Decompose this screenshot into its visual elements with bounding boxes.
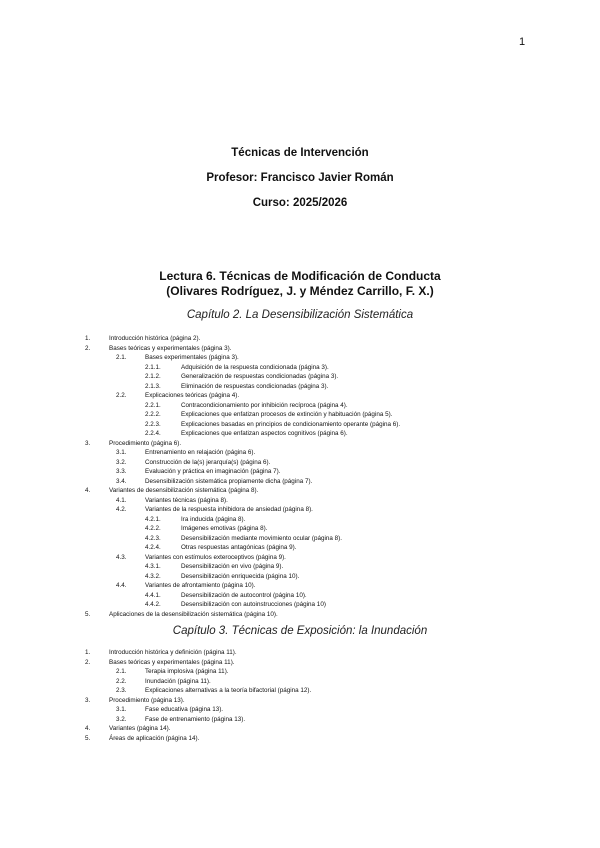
- toc-entry-text: Variantes (página 14).: [109, 725, 171, 733]
- toc-entry-number: 2.2.: [116, 677, 127, 685]
- toc-entry: [0, 429, 600, 438]
- toc-entry: [0, 553, 600, 562]
- toc-entry-number: 1.: [85, 649, 91, 656]
- toc-entry: [0, 467, 600, 476]
- toc-entry: [0, 344, 600, 353]
- toc-entry-text: Bases teóricas y experimentales (página 3).: [109, 344, 232, 352]
- toc-entry-number: 5.: [85, 734, 91, 742]
- toc-entry-text: Ira inducida (página 8).: [181, 515, 246, 523]
- toc-entry-number: 4.2.2.: [145, 525, 161, 532]
- toc-entry-text: Terapia implosiva (página 11).: [145, 668, 229, 676]
- toc-entry-number: 3.: [85, 439, 91, 447]
- toc-entry: [0, 353, 600, 362]
- toc-entry-text: Variantes de desensibilización sistemática (página 8).: [109, 487, 259, 494]
- chapter-2-title: Capítulo 2. La Desensibilización Sistemática: [186, 309, 414, 321]
- toc-entry-text: Explicaciones basadas en principios de condicionamiento operante (página 6).: [181, 420, 401, 428]
- toc-entry-text: Introducción histórica y definición (página 11).: [109, 649, 237, 656]
- toc-entry: [0, 515, 600, 524]
- toc-entry-number: 2.: [85, 344, 91, 352]
- toc-entry-number: 4.2.4.: [145, 544, 161, 551]
- toc-entry: [0, 496, 600, 505]
- toc-entry: [0, 391, 600, 400]
- toc-entry-number: 5.: [85, 610, 91, 618]
- toc-entry-number: 4.1.: [116, 496, 127, 504]
- toc-entry-number: 3.: [85, 696, 91, 704]
- toc-entry: [0, 667, 600, 676]
- toc-entry-number: 3.3.: [116, 468, 127, 475]
- toc-entry-text: Variantes técnicas (página 8).: [145, 496, 228, 504]
- toc-entry-text: Explicaciones teóricas (página 4).: [145, 392, 240, 399]
- toc-entry-text: Desensibilización de autocontrol (página 10).: [181, 591, 307, 599]
- toc-entry-text: Otras respuestas antagónicas (página 9).: [181, 544, 297, 551]
- toc-entry-number: 2.2.2.: [145, 411, 161, 418]
- toc-entry-number: 4.4.: [116, 582, 127, 589]
- toc-entry-number: 3.2.: [116, 458, 127, 466]
- toc-entry-number: 4.: [85, 725, 91, 733]
- toc-entry: [0, 448, 600, 457]
- toc-entry-number: 3.1.: [116, 449, 127, 456]
- toc-entry-number: 2.1.3.: [145, 382, 161, 390]
- toc-entry-number: 4.2.: [116, 506, 127, 513]
- toc-entry: [0, 600, 600, 609]
- toc-entry-text: Procedimiento (página 13).: [109, 696, 185, 704]
- toc-entry: [0, 486, 600, 495]
- toc-entry-number: 2.2.4.: [145, 430, 161, 437]
- toc-entry: [0, 477, 600, 486]
- toc-entry-number: 3.1.: [116, 706, 127, 714]
- toc-entry: [0, 363, 600, 372]
- toc-entry-text: Variantes de la respuesta inhibidora de ansiedad (página 8).: [145, 506, 313, 513]
- toc-entry-number: 4.: [85, 487, 91, 494]
- toc-entry-text: Bases teóricas y experimentales (página 11).: [109, 658, 235, 666]
- toc-entry-text: Áreas de aplicación (página 14).: [109, 734, 200, 742]
- toc-entry: [0, 524, 600, 533]
- toc-entry-text: Explicaciones alternativas a la teoría bifactorial (página 12).: [145, 687, 312, 695]
- toc-entry: [0, 610, 600, 619]
- toc-entry-number: 2.1.1.: [145, 363, 161, 371]
- toc-entry: [0, 372, 600, 381]
- toc-entry: [0, 658, 600, 667]
- professor-line: Profesor: Francisco Javier Román: [206, 172, 394, 184]
- page-number: 1: [519, 36, 526, 48]
- toc-entry-number: 4.4.2.: [145, 601, 161, 608]
- toc-entry-text: Construcción de la(s) jerarquía(s) (página 6).: [145, 458, 271, 466]
- toc-entry: [0, 458, 600, 467]
- toc-entry-number: 2.2.3.: [145, 420, 161, 428]
- toc-entry: [0, 401, 600, 410]
- toc-entry-text: Bases experimentales (página 3).: [145, 354, 239, 361]
- toc-entry: [0, 382, 600, 391]
- toc-entry-number: 2.: [85, 658, 91, 666]
- toc-entry-text: Desensibilización con autoinstrucciones (página 10): [181, 601, 326, 608]
- toc-entry-text: Entrenamiento en relajación (página 6).: [145, 449, 256, 456]
- toc-entry-number: 2.3.: [116, 687, 127, 695]
- lecture-title: Lectura 6. Técnicas de Modificación de Conducta: [159, 269, 441, 283]
- toc-entry-number: 2.1.: [116, 354, 127, 361]
- toc-entry-number: 4.3.2.: [145, 572, 161, 580]
- toc-entry-text: Explicaciones que enfatizan aspectos cognitivos (página 6).: [181, 430, 348, 437]
- toc-entry-text: Adquisición de la respuesta condicionada (página 3).: [181, 363, 329, 371]
- course-year: Curso: 2025/2026: [252, 197, 348, 209]
- toc-entry-number: 4.2.1.: [145, 515, 161, 523]
- toc-entry: [0, 696, 600, 705]
- toc-entry: [0, 543, 600, 552]
- toc-entry-text: Introducción histórica (página 2).: [109, 335, 201, 342]
- toc-entry-text: Procedimiento (página 6).: [109, 439, 182, 447]
- toc-entry-number: 4.3.1.: [145, 563, 161, 570]
- toc-entry: [0, 686, 600, 695]
- toc-entry: [0, 534, 600, 543]
- toc-entry-number: 3.4.: [116, 477, 127, 485]
- toc-entry: [0, 715, 600, 724]
- toc-entry-text: Inundación (página 11).: [145, 677, 211, 685]
- toc-entry-text: Evaluación y práctica en imaginación (página 7).: [145, 468, 281, 475]
- toc-entry: [0, 734, 600, 743]
- chapter-3-title: Capítulo 3. Técnicas de Exposición: la Inundación: [172, 625, 428, 637]
- toc-entry-text: Contracondicionamiento por inhibición recíproca (página 4).: [181, 401, 348, 409]
- toc-entry: [0, 705, 600, 714]
- toc-entry: [0, 334, 600, 343]
- toc-entry-number: 1.: [85, 335, 91, 342]
- toc-entry-number: 2.1.2.: [145, 373, 161, 380]
- toc-entry: [0, 420, 600, 429]
- toc-entry-text: Desensibilización sistemática propiamente dicha (página 7).: [145, 477, 313, 485]
- toc-entry-number: 2.1.: [116, 668, 127, 676]
- toc-entry-text: Desensibilización mediante movimiento ocular (página 8).: [181, 534, 343, 542]
- toc-entry-number: 2.2.: [116, 392, 127, 399]
- lecture-authors: (Olivares Rodríguez, J. y Méndez Carrillo, F. X.): [166, 284, 434, 298]
- toc-entry-text: Fase educativa (página 13).: [145, 706, 224, 714]
- toc-entry: [0, 562, 600, 571]
- toc-entry: [0, 572, 600, 581]
- toc-entry-text: Generalización de respuestas condicionadas (página 3).: [181, 373, 339, 380]
- toc-entry: [0, 677, 600, 686]
- toc-entry-text: Variantes de afrontamiento (página 10).: [145, 582, 256, 589]
- toc-entry: [0, 410, 600, 419]
- toc-entry-text: Fase de entrenamiento (página 13).: [145, 715, 246, 723]
- toc-entry: [0, 581, 600, 590]
- course-title: Técnicas de Intervención: [231, 147, 369, 159]
- toc-entry-number: 4.3.: [116, 553, 127, 561]
- toc-entry: [0, 591, 600, 600]
- toc-entry-text: Aplicaciones de la desensibilización sistemática (página 10).: [109, 610, 278, 618]
- toc-entry: [0, 724, 600, 733]
- toc-entry-text: Eliminación de respuestas condicionadas (página 3).: [181, 382, 329, 390]
- toc-entry-text: Imágenes emotivas (página 8).: [181, 525, 268, 532]
- toc-entry-text: Desensibilización enriquecida (página 10).: [181, 572, 300, 580]
- toc-entry-text: Desensibilización en vivo (página 9).: [181, 563, 284, 570]
- toc-entry-text: Explicaciones que enfatizan procesos de extinción y habituación (página 5).: [181, 411, 393, 418]
- toc-entry-number: 2.2.1.: [145, 401, 161, 409]
- toc-entry-text: Variantes con estímulos exteroceptivos (página 9).: [145, 553, 286, 561]
- toc-entry: [0, 505, 600, 514]
- toc-entry: [0, 648, 600, 657]
- toc-entry: [0, 439, 600, 448]
- toc-entry-number: 3.2.: [116, 715, 127, 723]
- toc-entry-number: 4.2.3.: [145, 534, 161, 542]
- toc-entry-number: 4.4.1.: [145, 591, 161, 599]
